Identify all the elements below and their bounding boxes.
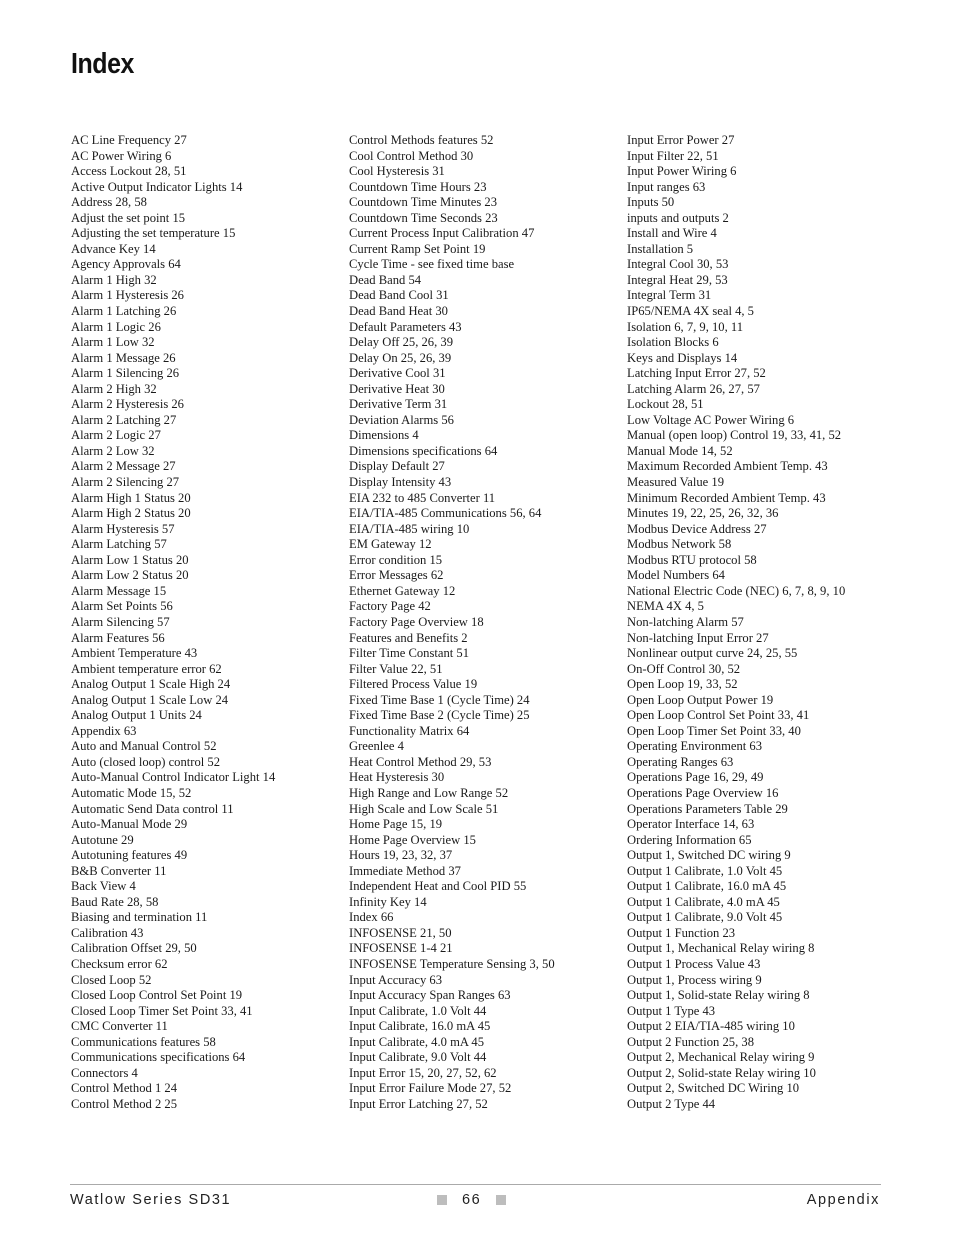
index-entry: Alarm 1 Low 32 <box>71 335 155 350</box>
index-entry: Alarm 1 High 32 <box>71 272 157 287</box>
index-entry: Output 1 Calibrate, 16.0 mA 45 <box>627 879 787 894</box>
index-entry: Access Lockout 28, 51 <box>71 164 187 179</box>
index-entry: Autotuning features 49 <box>71 848 188 863</box>
index-entry: Alarm 2 Message 27 <box>71 459 176 474</box>
index-entry: Connectors 4 <box>71 1065 138 1080</box>
index-entry: Derivative Cool 31 <box>349 366 446 381</box>
index-entry: Output 2, Solid-state Relay wiring 10 <box>627 1065 816 1080</box>
index-entry: Dimensions 4 <box>349 428 419 443</box>
index-entry: Manual (open loop) Control 19, 33, 41, 52 <box>627 428 842 443</box>
index-entry: IP65/NEMA 4X seal 4, 5 <box>627 304 754 319</box>
index-entry: Output 1, Process wiring 9 <box>627 972 762 987</box>
index-entry: Communications specifications 64 <box>71 1050 246 1065</box>
index-entry: Calibration 43 <box>71 925 144 940</box>
index-entry: Alarm Features 56 <box>71 630 165 645</box>
index-entry: inputs and outputs 2 <box>627 210 729 225</box>
index-entry: Checksum error 62 <box>71 956 168 971</box>
index-entry: B&B Converter 11 <box>71 863 167 878</box>
index-entry: Current Process Input Calibration 47 <box>349 226 535 241</box>
index-entry: Factory Page 42 <box>349 599 431 614</box>
index-column-2 <box>349 133 619 1112</box>
index-entry: Input Filter 22, 51 <box>627 148 719 163</box>
index-entry: Auto (closed loop) control 52 <box>71 754 220 769</box>
index-entry: Alarm 1 Hysteresis 26 <box>71 288 184 303</box>
index-entry: Baud Rate 28, 58 <box>71 894 159 909</box>
index-entry: Ambient temperature error 62 <box>71 661 222 676</box>
index-entry: Input Error 15, 20, 27, 52, 62 <box>349 1065 497 1080</box>
index-entry: Error Messages 62 <box>349 568 444 583</box>
index-column-3 <box>627 133 897 1112</box>
index-entry: Derivative Heat 30 <box>349 381 445 396</box>
index-entry: EM Gateway 12 <box>349 537 432 552</box>
index-entry: Output 1, Switched DC wiring 9 <box>627 848 791 863</box>
footer-section-name: Appendix <box>806 1192 880 1208</box>
index-entry: Appendix 63 <box>71 723 137 738</box>
index-entry: Model Numbers 64 <box>627 568 725 583</box>
index-entry: Auto-Manual Mode 29 <box>71 817 188 832</box>
index-entry: Control Methods features 52 <box>349 133 494 147</box>
index-entry: Minutes 19, 22, 25, 26, 32, 36 <box>627 506 779 521</box>
index-entry: Input Calibrate, 4.0 mA 45 <box>349 1034 485 1049</box>
index-entry: Latching Input Error 27, 52 <box>627 366 766 381</box>
index-entry: Analog Output 1 Units 24 <box>71 708 202 723</box>
index-entry: Cycle Time - see fixed time base <box>349 257 515 272</box>
page-number: 66 <box>462 1192 482 1208</box>
index-entry: Alarm High 1 Status 20 <box>71 490 191 505</box>
index-entry: Delay On 25, 26, 39 <box>349 350 452 365</box>
index-entry: Non-latching Input Error 27 <box>627 630 769 645</box>
index-entry: Operations Parameters Table 29 <box>627 801 788 816</box>
index-entry: National Electric Code (NEC) 6, 7, 8, 9, 10 <box>627 583 846 598</box>
index-entry: Alarm 1 Latching 26 <box>71 304 177 319</box>
index-entry: Countdown Time Minutes 23 <box>349 195 498 210</box>
index-entry: Output 1 Calibrate, 1.0 Volt 45 <box>627 863 783 878</box>
index-entry: Lockout 28, 51 <box>627 397 704 412</box>
index-entry: Alarm Hysteresis 57 <box>71 521 175 536</box>
index-entry: Input Error Failure Mode 27, 52 <box>349 1081 512 1096</box>
index-entry: Filtered Process Value 19 <box>349 677 478 692</box>
index-entry: Input Calibrate, 16.0 mA 45 <box>349 1019 491 1034</box>
index-entry: Advance Key 14 <box>71 241 156 256</box>
index-entry: Input Power Wiring 6 <box>627 164 737 179</box>
index-entry: Dead Band Cool 31 <box>349 288 449 303</box>
footer-page-number-group <box>437 1192 506 1208</box>
footer-divider <box>70 1184 881 1185</box>
index-entry: Output 1 Type 43 <box>627 1003 716 1018</box>
index-entry: Adjusting the set temperature 15 <box>71 226 236 241</box>
index-entry: INFOSENSE 1-4 21 <box>349 941 453 956</box>
index-entry: Output 2 Function 25, 38 <box>627 1034 754 1049</box>
index-entry: Filter Value 22, 51 <box>349 661 443 676</box>
index-entry: Deviation Alarms 56 <box>349 412 454 427</box>
index-entry: Dead Band 54 <box>349 272 422 287</box>
square-bullet-icon <box>496 1195 506 1205</box>
index-entry: Infinity Key 14 <box>349 894 427 909</box>
index-entry: Fixed Time Base 2 (Cycle Time) 25 <box>349 708 530 723</box>
index-entry: Control Method 1 24 <box>71 1081 177 1096</box>
index-entry: Derivative Term 31 <box>349 397 448 412</box>
index-entry: Immediate Method 37 <box>349 863 461 878</box>
index-entry: CMC Converter 11 <box>71 1019 168 1034</box>
index-entry: Alarm 1 Logic 26 <box>71 319 161 334</box>
index-entry: Analog Output 1 Scale High 24 <box>71 677 231 692</box>
index-entry: Alarm 2 High 32 <box>71 381 157 396</box>
index-entry: Closed Loop Timer Set Point 33, 41 <box>71 1003 253 1018</box>
index-entry: Output 2, Mechanical Relay wiring 9 <box>627 1050 815 1065</box>
index-entry: Output 1 Function 23 <box>627 925 736 940</box>
index-entry: Greenlee 4 <box>349 739 404 754</box>
index-entry: Dead Band Heat 30 <box>349 304 448 319</box>
index-entry: Alarm 2 Logic 27 <box>71 428 161 443</box>
index-entry: Output 2 Type 44 <box>627 1096 716 1111</box>
index-entry: Output 1, Mechanical Relay wiring 8 <box>627 941 815 956</box>
index-entry: Filter Time Constant 51 <box>349 646 470 661</box>
index-entry: Operator Interface 14, 63 <box>627 817 755 832</box>
index-entry: EIA 232 to 485 Converter 11 <box>349 490 496 505</box>
index-entry: Alarm Low 2 Status 20 <box>71 568 189 583</box>
index-entry: Home Page 15, 19 <box>349 817 443 832</box>
index-entry: Isolation Blocks 6 <box>627 335 719 350</box>
index-column-1 <box>71 133 341 1112</box>
index-entry: Back View 4 <box>71 879 136 894</box>
index-entry: Countdown Time Hours 23 <box>349 179 487 194</box>
index-entry: Maximum Recorded Ambient Temp. 43 <box>627 459 828 474</box>
index-entry: Address 28, 58 <box>71 195 147 210</box>
index-entry: INFOSENSE Temperature Sensing 3, 50 <box>349 956 555 971</box>
index-entry: Output 1 Calibrate, 9.0 Volt 45 <box>627 910 783 925</box>
index-entry: Nonlinear output curve 24, 25, 55 <box>627 646 798 661</box>
index-entry: AC Power Wiring 6 <box>71 148 172 163</box>
index-entry: Auto and Manual Control 52 <box>71 739 217 754</box>
index-entry: High Range and Low Range 52 <box>349 785 509 800</box>
index-entry: On-Off Control 30, 52 <box>627 661 741 676</box>
index-entry: Installation 5 <box>627 241 694 256</box>
index-entry: Input Accuracy 63 <box>349 972 443 987</box>
index-entry: Integral Cool 30, 53 <box>627 257 729 272</box>
index-entry: Low Voltage AC Power Wiring 6 <box>627 412 795 427</box>
index-entry: Alarm 2 Hysteresis 26 <box>71 397 184 412</box>
index-entry: Input Error Latching 27, 52 <box>349 1096 488 1111</box>
index-entry: Isolation 6, 7, 9, 10, 11 <box>627 319 744 334</box>
index-entry: EIA/TIA-485 wiring 10 <box>349 521 470 536</box>
index-entry: Install and Wire 4 <box>627 226 717 241</box>
index-entry: Input Calibrate, 1.0 Volt 44 <box>349 1003 487 1018</box>
index-entry: NEMA 4X 4, 5 <box>627 599 704 614</box>
index-entry: Display Default 27 <box>349 459 445 474</box>
index-entry: Automatic Send Data control 11 <box>71 801 234 816</box>
index-entry: Heat Control Method 29, 53 <box>349 754 492 769</box>
index-entry: Active Output Indicator Lights 14 <box>71 179 243 194</box>
index-entry: Home Page Overview 15 <box>349 832 476 847</box>
index-entry: Open Loop Control Set Point 33, 41 <box>627 708 810 723</box>
index-entry: Open Loop 19, 33, 52 <box>627 677 738 692</box>
index-entry: Auto-Manual Control Indicator Light 14 <box>71 770 276 785</box>
index-entry: Output 2 EIA/TIA-485 wiring 10 <box>627 1019 795 1034</box>
index-entry: Features and Benefits 2 <box>349 630 468 645</box>
index-entry: High Scale and Low Scale 51 <box>349 801 499 816</box>
index-entry: Open Loop Timer Set Point 33, 40 <box>627 723 801 738</box>
index-entry: Alarm Latching 57 <box>71 537 167 552</box>
index-entry: Display Intensity 43 <box>349 475 452 490</box>
index-entry: Alarm Low 1 Status 20 <box>71 552 189 567</box>
index-entry: Alarm 1 Message 26 <box>71 350 176 365</box>
index-entry: Analog Output 1 Scale Low 24 <box>71 692 229 707</box>
index-entry: Communications features 58 <box>71 1034 216 1049</box>
index-entry: Factory Page Overview 18 <box>349 614 484 629</box>
index-entry: EIA/TIA-485 Communications 56, 64 <box>349 506 542 521</box>
index-entry: Alarm Silencing 57 <box>71 614 170 629</box>
page-title: Index <box>71 48 134 80</box>
index-entry: Input ranges 63 <box>627 179 706 194</box>
index-entry: Cool Hysteresis 31 <box>349 164 445 179</box>
index-entry: Fixed Time Base 1 (Cycle Time) 24 <box>349 692 530 707</box>
index-entry: Integral Term 31 <box>627 288 712 303</box>
index-entry: Ordering Information 65 <box>627 832 752 847</box>
index-entry: Operating Ranges 63 <box>627 754 734 769</box>
index-entry: Index 66 <box>349 910 394 925</box>
index-entry: Output 2, Switched DC Wiring 10 <box>627 1081 800 1096</box>
index-entry: Operations Page 16, 29, 49 <box>627 770 764 785</box>
index-entry: Ethernet Gateway 12 <box>349 583 456 598</box>
index-entry: Default Parameters 43 <box>349 319 462 334</box>
index-entry: Dimensions specifications 64 <box>349 443 498 458</box>
index-entry: Alarm Message 15 <box>71 583 167 598</box>
index-entry: Alarm Set Points 56 <box>71 599 173 614</box>
index-entry: Error condition 15 <box>349 552 443 567</box>
index-entry: Integral Heat 29, 53 <box>627 272 728 287</box>
index-entry: Modbus RTU protocol 58 <box>627 552 757 567</box>
index-entry: Hours 19, 23, 32, 37 <box>349 848 453 863</box>
index-entry: Inputs 50 <box>627 195 675 210</box>
index-entry: Input Error Power 27 <box>627 133 735 147</box>
index-entry: Control Method 2 25 <box>71 1096 177 1111</box>
index-entry: Non-latching Alarm 57 <box>627 614 744 629</box>
index-entry: Closed Loop Control Set Point 19 <box>71 988 243 1003</box>
index-entry: Cool Control Method 30 <box>349 148 474 163</box>
square-bullet-icon <box>437 1195 447 1205</box>
index-entry: Alarm High 2 Status 20 <box>71 506 191 521</box>
index-entry: Automatic Mode 15, 52 <box>71 785 192 800</box>
index-entry: Heat Hysteresis 30 <box>349 770 445 785</box>
index-entry: Current Ramp Set Point 19 <box>349 241 486 256</box>
index-entry: Keys and Displays 14 <box>627 350 738 365</box>
index-entry: Manual Mode 14, 52 <box>627 443 733 458</box>
index-entry: Functionality Matrix 64 <box>349 723 470 738</box>
index-entry: Output 1 Process Value 43 <box>627 956 761 971</box>
index-entry: Modbus Network 58 <box>627 537 732 552</box>
index-entry: Output 1 Calibrate, 4.0 mA 45 <box>627 894 780 909</box>
index-entry: Delay Off 25, 26, 39 <box>349 335 453 350</box>
index-entry: Calibration Offset 29, 50 <box>71 941 197 956</box>
index-entry: INFOSENSE 21, 50 <box>349 925 452 940</box>
index-entry: Alarm 2 Low 32 <box>71 443 155 458</box>
index-entry: Open Loop Output Power 19 <box>627 692 774 707</box>
index-entry: AC Line Frequency 27 <box>71 133 187 147</box>
index-entry: Measured Value 19 <box>627 475 724 490</box>
index-entry: Alarm 2 Latching 27 <box>71 412 177 427</box>
index-entry: Biasing and termination 11 <box>71 910 208 925</box>
index-entry: Minimum Recorded Ambient Temp. 43 <box>627 490 826 505</box>
index-entry: Input Accuracy Span Ranges 63 <box>349 988 511 1003</box>
index-entry: Input Calibrate, 9.0 Volt 44 <box>349 1050 487 1065</box>
index-entry: Modbus Device Address 27 <box>627 521 767 536</box>
index-entry: Ambient Temperature 43 <box>71 646 198 661</box>
index-entry: Autotune 29 <box>71 832 134 847</box>
index-entry: Adjust the set point 15 <box>71 210 186 225</box>
index-entry: Operating Environment 63 <box>627 739 763 754</box>
index-entry: Latching Alarm 26, 27, 57 <box>627 381 760 396</box>
index-entry: Alarm 2 Silencing 27 <box>71 475 180 490</box>
index-entry: Agency Approvals 64 <box>71 257 181 272</box>
index-entry: Closed Loop 52 <box>71 972 152 987</box>
index-entry: Output 1, Solid-state Relay wiring 8 <box>627 988 810 1003</box>
footer-product-name: Watlow Series SD31 <box>70 1192 232 1208</box>
index-entry: Countdown Time Seconds 23 <box>349 210 498 225</box>
index-entry: Alarm 1 Silencing 26 <box>71 366 180 381</box>
index-entry: Independent Heat and Cool PID 55 <box>349 879 527 894</box>
index-entry: Operations Page Overview 16 <box>627 785 779 800</box>
